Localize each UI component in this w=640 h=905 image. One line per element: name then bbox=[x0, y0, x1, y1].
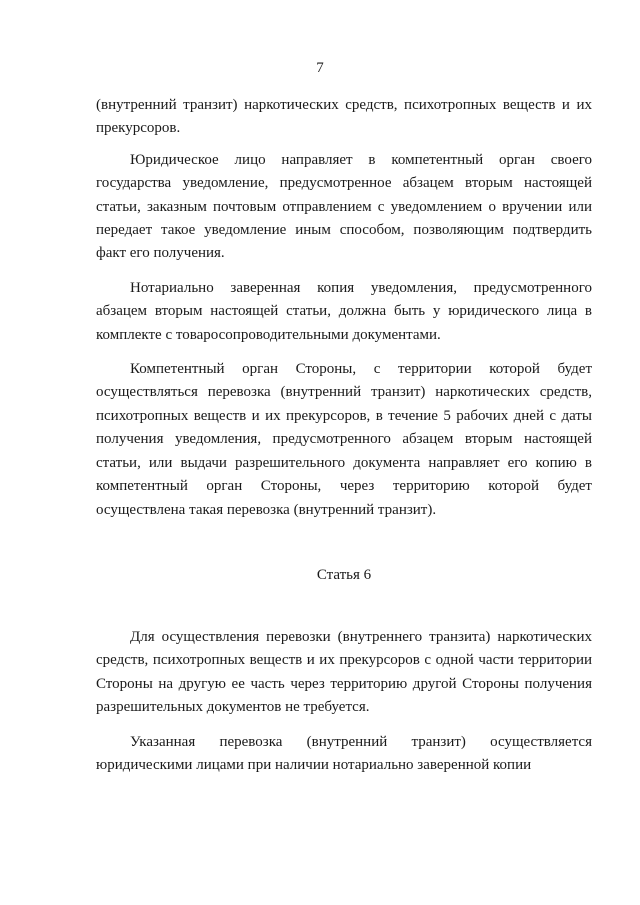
paragraph-notification: Юридическое лицо направляет в компетентный орган своего государства уведомление, предусмотренное абзацем вторым настоящей статьи, заказным почтовым отправлением с уведомлением о вручении или передает такое уведомление иным способом, позволяющим подтвердить факт его получения. bbox=[96, 151, 592, 262]
article-paragraph-carriers: Указанная перевозка (внутренний транзит) осуществляется юридическими лицами при наличии нотариально заверенной копии bbox=[96, 733, 592, 773]
page-content bbox=[96, 94, 592, 788]
page-number: 7 bbox=[316, 60, 324, 76]
paragraph-continuation: (внутренний транзит) наркотических средств, психотропных веществ и их прекурсоров. bbox=[96, 97, 592, 137]
article-heading: Статья 6 bbox=[316, 566, 372, 583]
article-paragraph-permits: Для осуществления перевозки (внутреннего транзита) наркотических средств, психотропных веществ и их прекурсоров с одной части территории Стороны на другую ее часть через территорию другой Стороны получения разрешительных документов не требуется. bbox=[96, 628, 592, 716]
paragraph-notarized-copy: Нотариально заверенная копия уведомления, предусмотренного абзацем вторым настоящей статьи, должна быть у юридического лица в комплекте с товаросопроводительными документами. bbox=[96, 279, 592, 343]
paragraph-competent-authority: Компетентный орган Стороны, с территории которой будет осуществляться перевозка (внутренний транзит) наркотических средств, психотропных веществ и их прекурсоров, в течение 5 рабочих дней с даты получения уведомления, предусмотренного абзацем вторым настоящей статьи, или выдачи разрешительного документа направляет его копию в компетентный орган Стороны, через территорию которой будет осуществлена такая перевозка (внутренний транзит). bbox=[96, 361, 592, 518]
